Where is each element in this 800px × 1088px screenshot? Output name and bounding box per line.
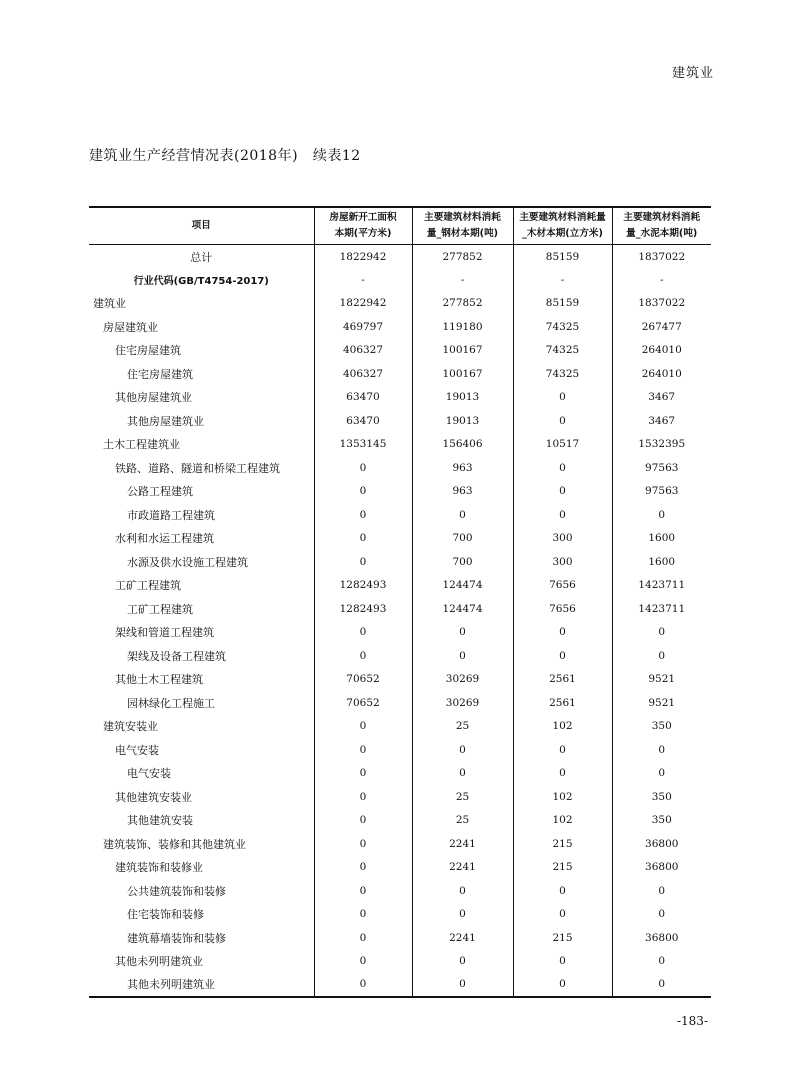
row-label: 架线及设备工程建筑 bbox=[127, 649, 226, 663]
table-row bbox=[89, 691, 711, 715]
table-row bbox=[89, 903, 711, 927]
cell-timber: 300 bbox=[513, 527, 612, 551]
row-label: 电气安装 bbox=[127, 767, 171, 781]
cell-steel: 0 bbox=[412, 950, 513, 974]
cell-steel: 0 bbox=[412, 644, 513, 668]
cell-floor-area: 406327 bbox=[314, 339, 412, 363]
table-row bbox=[89, 292, 711, 316]
cell-floor-area: 0 bbox=[314, 950, 412, 974]
cell-cement: 1837022 bbox=[612, 245, 711, 269]
cell-cement: 0 bbox=[612, 621, 711, 645]
cell-steel: - bbox=[412, 268, 513, 292]
cell-floor-area: 0 bbox=[314, 973, 412, 997]
cell-cement: 0 bbox=[612, 738, 711, 762]
cell-floor-area: 0 bbox=[314, 550, 412, 574]
row-label: 住宅房屋建筑 bbox=[127, 367, 193, 381]
cell-timber: 10517 bbox=[513, 433, 612, 457]
cell-timber: 7656 bbox=[513, 574, 612, 598]
cell-steel: 119180 bbox=[412, 315, 513, 339]
cell-timber: 7656 bbox=[513, 597, 612, 621]
cell-cement: 350 bbox=[612, 785, 711, 809]
cell-steel: 25 bbox=[412, 809, 513, 833]
table-row bbox=[89, 550, 711, 574]
table-row bbox=[89, 809, 711, 833]
cell-steel: 2241 bbox=[412, 926, 513, 950]
cell-steel: 0 bbox=[412, 503, 513, 527]
cell-cement: 0 bbox=[612, 762, 711, 786]
row-label: 其他房屋建筑业 bbox=[115, 391, 192, 405]
cell-floor-area: 0 bbox=[314, 644, 412, 668]
cell-floor-area: - bbox=[314, 268, 412, 292]
cell-floor-area: 1282493 bbox=[314, 597, 412, 621]
cell-cement: 0 bbox=[612, 973, 711, 997]
cell-timber: 74325 bbox=[513, 362, 612, 386]
cell-floor-area: 0 bbox=[314, 809, 412, 833]
table-row bbox=[89, 527, 711, 551]
cell-steel: 19013 bbox=[412, 386, 513, 410]
table-title: 建筑业生产经营情况表(2018年) 续表12 bbox=[89, 148, 361, 164]
row-label: 水利和水运工程建筑 bbox=[115, 532, 214, 546]
table-row bbox=[89, 762, 711, 786]
cell-timber: 74325 bbox=[513, 339, 612, 363]
cell-cement: 1837022 bbox=[612, 292, 711, 316]
cell-timber: 74325 bbox=[513, 315, 612, 339]
cell-steel: 25 bbox=[412, 715, 513, 739]
row-label: 总计 bbox=[190, 250, 213, 264]
cell-steel: 0 bbox=[412, 762, 513, 786]
row-label: 园林绿化工程施工 bbox=[127, 696, 215, 710]
cell-timber: 0 bbox=[513, 456, 612, 480]
cell-timber: 0 bbox=[513, 386, 612, 410]
table-row bbox=[89, 926, 711, 950]
cell-floor-area: 0 bbox=[314, 832, 412, 856]
row-label: 其他建筑安装 bbox=[127, 814, 193, 828]
cell-cement: 36800 bbox=[612, 832, 711, 856]
table-row bbox=[89, 738, 711, 762]
table-row bbox=[89, 597, 711, 621]
cell-floor-area: 70652 bbox=[314, 691, 412, 715]
cell-floor-area: 0 bbox=[314, 738, 412, 762]
cell-timber: 0 bbox=[513, 973, 612, 997]
cell-timber: 0 bbox=[513, 503, 612, 527]
row-label: 工矿工程建筑 bbox=[127, 602, 193, 616]
cell-timber: 0 bbox=[513, 950, 612, 974]
cell-steel: 30269 bbox=[412, 691, 513, 715]
cell-timber: - bbox=[513, 268, 612, 292]
cell-steel: 2241 bbox=[412, 832, 513, 856]
table-row bbox=[89, 574, 711, 598]
page-number: -183- bbox=[676, 1014, 708, 1028]
cell-steel: 30269 bbox=[412, 668, 513, 692]
cell-steel: 963 bbox=[412, 456, 513, 480]
cell-steel: 0 bbox=[412, 738, 513, 762]
cell-floor-area: 469797 bbox=[314, 315, 412, 339]
row-label: 房屋建筑业 bbox=[103, 320, 158, 334]
cell-floor-area: 1822942 bbox=[314, 292, 412, 316]
cell-steel: 124474 bbox=[412, 597, 513, 621]
cell-floor-area: 0 bbox=[314, 715, 412, 739]
row-label: 公路工程建筑 bbox=[127, 485, 193, 499]
header-cement: 主要建筑材料消耗 量_水泥本期(吨) bbox=[612, 207, 711, 245]
cell-timber: 85159 bbox=[513, 292, 612, 316]
cell-floor-area: 63470 bbox=[314, 409, 412, 433]
table-row bbox=[89, 480, 711, 504]
row-label: 其他建筑安装业 bbox=[115, 790, 192, 804]
cell-cement: 3467 bbox=[612, 386, 711, 410]
cell-floor-area: 0 bbox=[314, 503, 412, 527]
table-row bbox=[89, 668, 711, 692]
cell-steel: 0 bbox=[412, 903, 513, 927]
cell-cement: 0 bbox=[612, 503, 711, 527]
cell-timber: 2561 bbox=[513, 668, 612, 692]
cell-timber: 215 bbox=[513, 926, 612, 950]
cell-steel: 19013 bbox=[412, 409, 513, 433]
cell-steel: 25 bbox=[412, 785, 513, 809]
data-table bbox=[89, 206, 711, 998]
cell-cement: 350 bbox=[612, 715, 711, 739]
running-head: 建筑业 bbox=[671, 66, 714, 81]
table-row bbox=[89, 362, 711, 386]
table-header-row bbox=[89, 207, 711, 245]
cell-timber: 102 bbox=[513, 715, 612, 739]
header-timber: 主要建筑材料消耗量 _木材本期(立方米) bbox=[513, 207, 612, 245]
cell-floor-area: 63470 bbox=[314, 386, 412, 410]
cell-timber: 102 bbox=[513, 785, 612, 809]
cell-cement: 3467 bbox=[612, 409, 711, 433]
row-label: 电气安装 bbox=[115, 743, 159, 757]
row-label: 其他未列明建筑业 bbox=[89, 973, 314, 997]
row-label: 住宅房屋建筑 bbox=[115, 344, 181, 358]
cell-floor-area: 0 bbox=[314, 762, 412, 786]
table-row bbox=[89, 503, 711, 527]
cell-cement: 9521 bbox=[612, 668, 711, 692]
table-row bbox=[89, 856, 711, 880]
table-row bbox=[89, 268, 711, 292]
cell-cement: 267477 bbox=[612, 315, 711, 339]
header-item: 项目 bbox=[89, 207, 314, 245]
row-label: 行业代码(GB/T4754-2017) bbox=[133, 276, 269, 288]
table-row bbox=[89, 879, 711, 903]
header-floor-area: 房屋新开工面积 本期(平方米) bbox=[314, 207, 412, 245]
cell-floor-area: 1353145 bbox=[314, 433, 412, 457]
cell-timber: 0 bbox=[513, 644, 612, 668]
cell-cement: 264010 bbox=[612, 362, 711, 386]
cell-floor-area: 0 bbox=[314, 621, 412, 645]
cell-steel: 0 bbox=[412, 621, 513, 645]
cell-floor-area: 1282493 bbox=[314, 574, 412, 598]
cell-floor-area: 0 bbox=[314, 480, 412, 504]
row-label: 建筑安装业 bbox=[103, 720, 158, 734]
cell-cement: 0 bbox=[612, 950, 711, 974]
table-row bbox=[89, 315, 711, 339]
cell-steel: 963 bbox=[412, 480, 513, 504]
table-row bbox=[89, 386, 711, 410]
cell-timber: 0 bbox=[513, 738, 612, 762]
table-row bbox=[89, 409, 711, 433]
table-row bbox=[89, 973, 711, 997]
cell-timber: 0 bbox=[513, 409, 612, 433]
table-row bbox=[89, 715, 711, 739]
row-label: 其他房屋建筑业 bbox=[127, 414, 204, 428]
cell-timber: 215 bbox=[513, 832, 612, 856]
cell-floor-area: 1822942 bbox=[314, 245, 412, 269]
cell-floor-area: 70652 bbox=[314, 668, 412, 692]
cell-steel: 0 bbox=[412, 879, 513, 903]
cell-floor-area: 0 bbox=[314, 903, 412, 927]
cell-steel: 277852 bbox=[412, 245, 513, 269]
cell-cement: 0 bbox=[612, 644, 711, 668]
cell-floor-area: 0 bbox=[314, 856, 412, 880]
cell-cement: 1600 bbox=[612, 550, 711, 574]
cell-cement: 36800 bbox=[612, 856, 711, 880]
cell-timber: 85159 bbox=[513, 245, 612, 269]
cell-floor-area: 0 bbox=[314, 879, 412, 903]
table-row bbox=[89, 644, 711, 668]
row-label: 土木工程建筑业 bbox=[103, 438, 180, 452]
table-row bbox=[89, 950, 711, 974]
cell-steel: 100167 bbox=[412, 339, 513, 363]
table-row bbox=[89, 832, 711, 856]
row-label: 公共建筑装饰和装修 bbox=[127, 884, 226, 898]
cell-timber: 0 bbox=[513, 762, 612, 786]
row-label: 工矿工程建筑 bbox=[115, 579, 181, 593]
cell-cement: 1423711 bbox=[612, 574, 711, 598]
cell-cement: 264010 bbox=[612, 339, 711, 363]
cell-cement: 9521 bbox=[612, 691, 711, 715]
cell-cement: 97563 bbox=[612, 480, 711, 504]
table-row bbox=[89, 621, 711, 645]
cell-timber: 2561 bbox=[513, 691, 612, 715]
cell-cement: 1600 bbox=[612, 527, 711, 551]
cell-steel: 100167 bbox=[412, 362, 513, 386]
cell-steel: 124474 bbox=[412, 574, 513, 598]
cell-cement: 0 bbox=[612, 903, 711, 927]
cell-timber: 215 bbox=[513, 856, 612, 880]
cell-cement: 1532395 bbox=[612, 433, 711, 457]
row-label: 架线和管道工程建筑 bbox=[115, 626, 214, 640]
cell-steel: 277852 bbox=[412, 292, 513, 316]
cell-timber: 0 bbox=[513, 903, 612, 927]
table-row bbox=[89, 456, 711, 480]
table-row bbox=[89, 339, 711, 363]
cell-floor-area: 0 bbox=[314, 926, 412, 950]
cell-floor-area: 0 bbox=[314, 785, 412, 809]
cell-cement: - bbox=[612, 268, 711, 292]
cell-cement: 350 bbox=[612, 809, 711, 833]
cell-cement: 0 bbox=[612, 879, 711, 903]
cell-cement: 36800 bbox=[612, 926, 711, 950]
row-label: 建筑装饰、装修和其他建筑业 bbox=[103, 837, 246, 851]
cell-steel: 0 bbox=[412, 973, 513, 997]
row-label: 铁路、道路、隧道和桥梁工程建筑 bbox=[115, 461, 280, 475]
row-label: 市政道路工程建筑 bbox=[127, 508, 215, 522]
cell-timber: 0 bbox=[513, 480, 612, 504]
row-label: 建筑业 bbox=[93, 297, 126, 311]
row-label: 住宅装饰和装修 bbox=[127, 908, 204, 922]
cell-steel: 156406 bbox=[412, 433, 513, 457]
cell-steel: 700 bbox=[412, 527, 513, 551]
row-label: 水源及供水设施工程建筑 bbox=[127, 555, 248, 569]
cell-timber: 300 bbox=[513, 550, 612, 574]
cell-floor-area: 0 bbox=[314, 527, 412, 551]
table-row bbox=[89, 245, 711, 269]
row-label: 其他土木工程建筑 bbox=[115, 673, 203, 687]
cell-floor-area: 0 bbox=[314, 456, 412, 480]
cell-steel: 700 bbox=[412, 550, 513, 574]
table-row bbox=[89, 785, 711, 809]
cell-cement: 1423711 bbox=[612, 597, 711, 621]
cell-floor-area: 406327 bbox=[314, 362, 412, 386]
row-label: 建筑幕墙装饰和装修 bbox=[127, 931, 226, 945]
cell-cement: 97563 bbox=[612, 456, 711, 480]
header-steel: 主要建筑材料消耗 量_钢材本期(吨) bbox=[412, 207, 513, 245]
row-label: 其他未列明建筑业 bbox=[115, 955, 203, 969]
cell-timber: 0 bbox=[513, 879, 612, 903]
row-label: 建筑装饰和装修业 bbox=[115, 861, 203, 875]
table-row bbox=[89, 433, 711, 457]
cell-steel: 2241 bbox=[412, 856, 513, 880]
cell-timber: 102 bbox=[513, 809, 612, 833]
cell-timber: 0 bbox=[513, 621, 612, 645]
